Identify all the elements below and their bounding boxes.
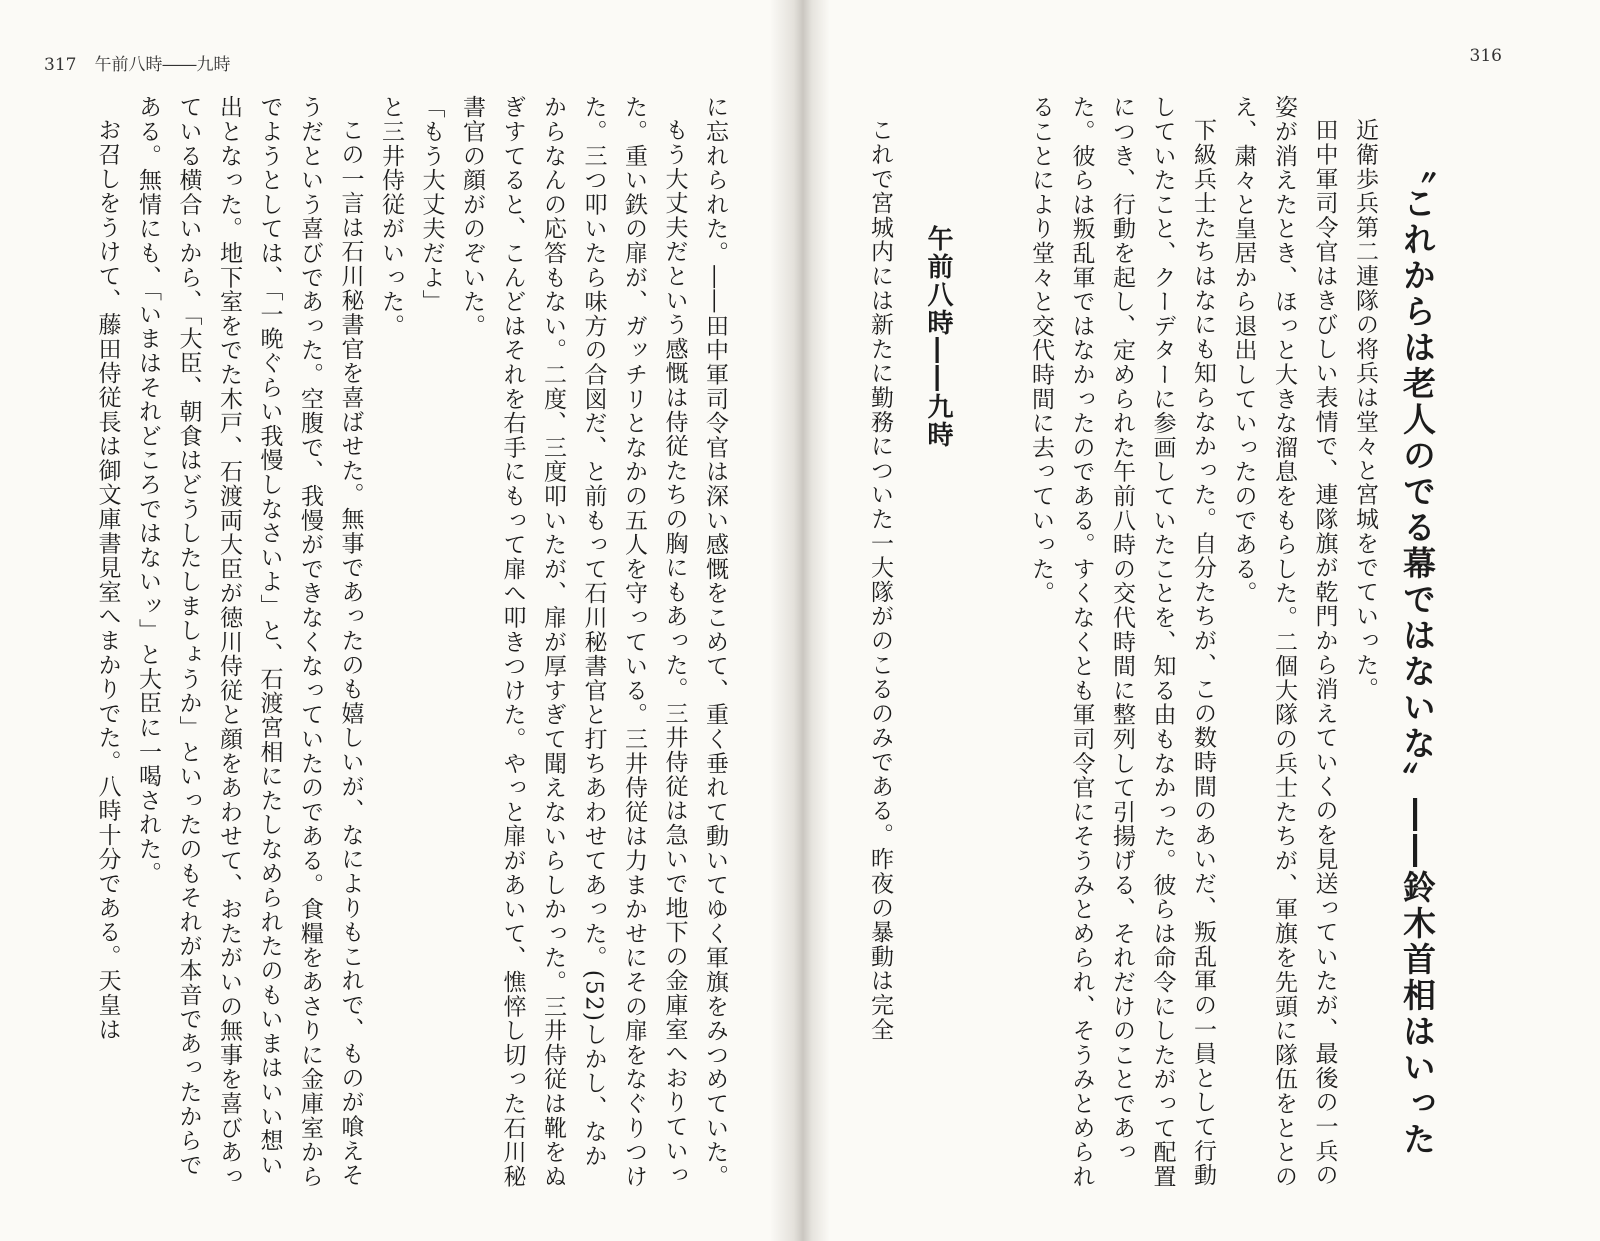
section-heading: 午前八時――九時	[923, 225, 953, 449]
left-running-head-title: 午前八時――九時	[94, 55, 231, 75]
paragraph: と三井侍従がいった。	[378, 95, 404, 338]
left-page-number: 317	[44, 55, 77, 75]
chapter-title: 〝これからは老人のでる幕ではないな〟――鈴木首相はいった	[1398, 150, 1437, 1158]
right-page	[790, 0, 1600, 1241]
paragraph: これで宮城内には新たに勤務についた一大隊がのこるのみである。昨夜の暴動は完全	[867, 118, 893, 1042]
right-wrap-text	[790, 95, 900, 1190]
left-page	[0, 0, 790, 1241]
paragraph: 田中軍司令官はきびしい表情で、連隊旗が乾門から消えていくのを見送っていたが、最後の一兵の姿が消えたとき、ほっと大きな溜息をもらした。二個大隊の兵士たちが、軍旗を先頭に隊伍をととのえ、粛々と皇居から退出していったのである。	[1230, 95, 1338, 1189]
paragraph: 「もう大丈夫だよ」	[418, 95, 445, 314]
paragraph: 下級兵士たちはなにも知らなかった。自分たちが、この数時間のあいだ、叛乱軍の一員として行動していたこと、クーデターに参画していたことを、知る由もなかった。彼らは命令にしたがって配置につき、行動を起し、定められた午前八時の交代時間に整列して引揚げる、それだけのことであった。彼らは叛乱軍ではなかったのである。すくなくとも軍司令官にそうみとめられ、そうみとめられることにより堂々と交代時間に去っていった。	[1028, 95, 1216, 1189]
right-page-number: 316	[1469, 46, 1502, 66]
paragraph: お召しをうけて、藤田侍従長は御文庫書見室へまかりでた。八時十分である。天皇は	[94, 118, 121, 1042]
paragraph: この一言は石川秘書官を喜ばせた。無事であったのも嬉しいが、なによりもこれで、ものが喰えそうだという喜びであった。空腹で、我慢ができなくなっていたのである。食糧をあさりに金庫室からでようとしては、「一晩ぐらい我慢しなさいよ」と、石渡宮相にたしなめられたのもいまはいい想い出となった。地下室をでた木戸、石渡両大臣が徳川侍従と顔をあわせて、おたがいの無事を喜びあっている横合いから、「大臣、朝食はどうしたしましょうか」といったのもそれが本音であったからである。無情にも、「いまはそれどころではないッ」と大臣に一喝された。	[135, 95, 364, 1189]
right-body-text	[1005, 95, 1385, 1190]
paragraph: に忘れられた。――田中軍司令官は深い感慨をこめて、重く垂れて動いてゆく軍旗をみつめていた。	[702, 95, 728, 1189]
paragraph: 近衛歩兵第二連隊の将兵は堂々と宮城をでていった。	[1352, 118, 1378, 702]
left-running-head	[44, 50, 230, 75]
paragraph: もう大丈夫だという感慨は侍従たちの胸にもあった。三井侍従は急いで地下の金庫室へおりていった。重い鉄の扉が、ガッチリとなかの五人を守っている。三井侍従は力まかせにその扉をなぐりつけた。三つ叩いたら味方の合図だ、と前もって石川秘書官と打ちあわせてあった。(52)しかし、なかからなんの応答もない。二度、三度叩いたが、扉が厚すぎて聞えないらしかった。三井侍従は靴をぬぎすてると、こんどはそれを右手にもって扉へ叩きつけた。やっと扉があいて、憔悴し切った石川秘書官の顔がのぞいた。	[459, 95, 688, 1189]
left-body-text	[30, 95, 735, 1190]
